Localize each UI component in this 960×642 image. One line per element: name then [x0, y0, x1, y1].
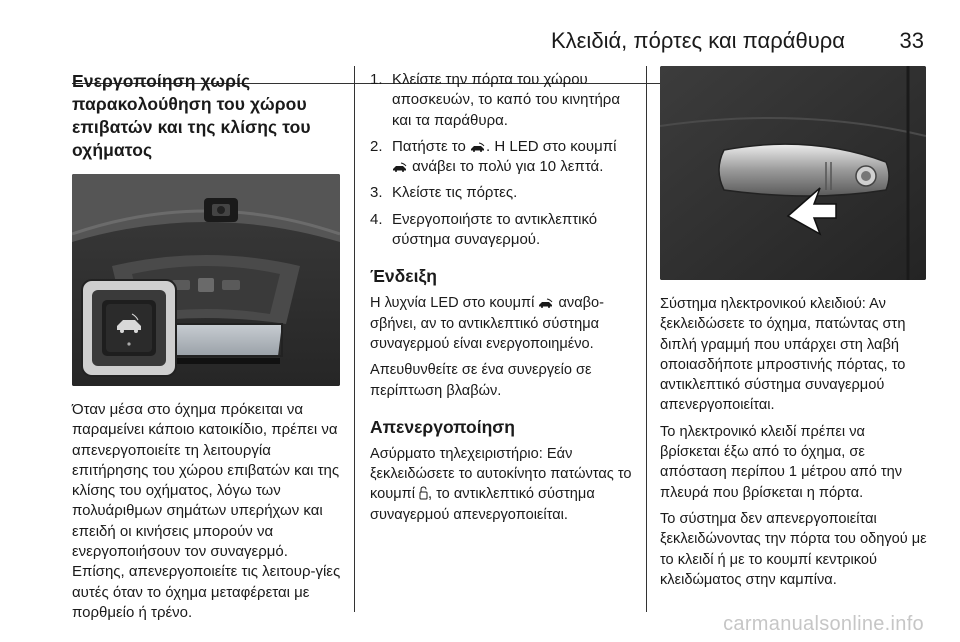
chapter-title: Κλειδιά, πόρτες και παράθυρα	[550, 28, 845, 53]
step-text-part: ανάβει το πολύ για 10 λεπτά.	[412, 158, 604, 176]
note-text-part: Η λυχνία LED στο κουμπί	[370, 295, 535, 312]
step-text: Ενεργοποιήστε το αντικλεπτικό σύστημα συναγερμού.	[392, 210, 598, 249]
step-item	[370, 70, 634, 131]
steps-list	[370, 70, 634, 250]
pet-warning-paragraph: Όταν μέσα στο όχημα πρόκειται να παραμείνει κάποιο κατοικίδιο, πρέπει να απενεργοποιείτε τη λειτουργία επιτήρησης του χώρου επιβατών και της κλίσης του οχήματος, λόγω των πολυάριθμων σημάτων υπερήχων και επειδή οι κινήσεις μπορούν να ενεργοποιήσουν τον συναγερμό. Επίσης, απενεργοποιείτε τις λειτουρ-γίες αυτές όταν το όχημα μεταφέρεται με πορθμείο ή τρένο.	[72, 401, 341, 621]
page-header	[0, 28, 960, 62]
interior-console-photo	[72, 174, 340, 386]
watermark: carmanualsonline.info	[723, 613, 924, 635]
step-text: Κλείστε την πόρτα του χώρου αποσκευών, το καπό του κινητήρα και τα παράθυρα.	[392, 71, 620, 129]
key-distance-paragraph: Το ηλεκτρονικό κλειδί πρέπει να βρίσκεται έξω από το όχημα, σε απόσταση περίπου 1 μέτρου από την πλευρά που βρίσκεται η πόρτα.	[660, 423, 903, 501]
column-divider-1	[354, 66, 355, 612]
step-item	[370, 210, 634, 251]
deact-text-part: , το αντικλεπτικό σύστημα συναγερμού απενεργοποιείται.	[370, 486, 595, 523]
workshop-paragraph: Απευθυνθείτε σε ένα συνεργείο σε περίπτωση βλαβών.	[370, 362, 592, 399]
car-wave-icon	[470, 142, 486, 152]
column-2	[370, 70, 634, 525]
car-wave-icon	[538, 298, 554, 308]
car-wave-icon	[392, 162, 408, 172]
step-text: Κλείστε τις πόρτες.	[392, 184, 518, 202]
step-text-part: . Η LED στο κουμπί	[486, 137, 617, 155]
note-heading: Ένδειξη	[370, 266, 437, 287]
door-handle-illustration	[660, 66, 926, 280]
step-number: 1.	[370, 71, 383, 88]
page-number: 33	[899, 28, 924, 53]
step-item	[370, 137, 634, 178]
door-handle-photo	[660, 66, 926, 280]
deact-text-part: Ασύρματο τηλεχειριστήριο: Εάν ξεκλειδώσετε το αυτοκίνητο πατώντας το κουμπί	[370, 445, 632, 503]
column-divider-2	[646, 66, 647, 612]
overhead-console-illustration	[72, 174, 340, 386]
section-heading: Ενεργοποίηση χωρίς παρακολούθηση του χώρου επιβατών και της κλίσης του οχήματος	[72, 71, 311, 160]
step-text-part: Πατήστε το	[392, 137, 466, 155]
column-1	[72, 70, 344, 623]
step-number: 4.	[370, 210, 383, 228]
keyless-paragraph: Σύστημα ηλεκτρονικού κλειδιού: Αν ξεκλειδώσετε το όχημα, πατώντας στη διπλή γραμμή που υπάρχει στη λαβή οποιασδήποτε μπροστινής πόρτας, το αντικλεπτικό σύστημα συναγερμού απενεργοποιείται.	[660, 296, 906, 414]
unlock-icon	[419, 486, 428, 500]
note-text-part: αναβο-σβήνει, αν το αντικλεπτικό σύστημα συναγερμού είναι ενεργοποιημένο.	[370, 295, 605, 352]
step-number: 2.	[370, 137, 383, 155]
deactivation-heading: Απενεργοποίηση	[370, 416, 515, 437]
note-paragraph	[370, 293, 634, 354]
step-text	[392, 137, 634, 178]
column-3	[660, 70, 928, 590]
step-item	[370, 183, 634, 203]
deactivation-paragraph	[370, 444, 634, 525]
driver-door-paragraph: Το σύστημα δεν απενεργοποιείται ξεκλειδώνοντας την πόρτα του οδηγού με το κλειδί ή με το κουμπί κεντρικού κλειδώματος στην καμπίνα.	[660, 510, 927, 588]
step-number: 3.	[370, 184, 383, 202]
